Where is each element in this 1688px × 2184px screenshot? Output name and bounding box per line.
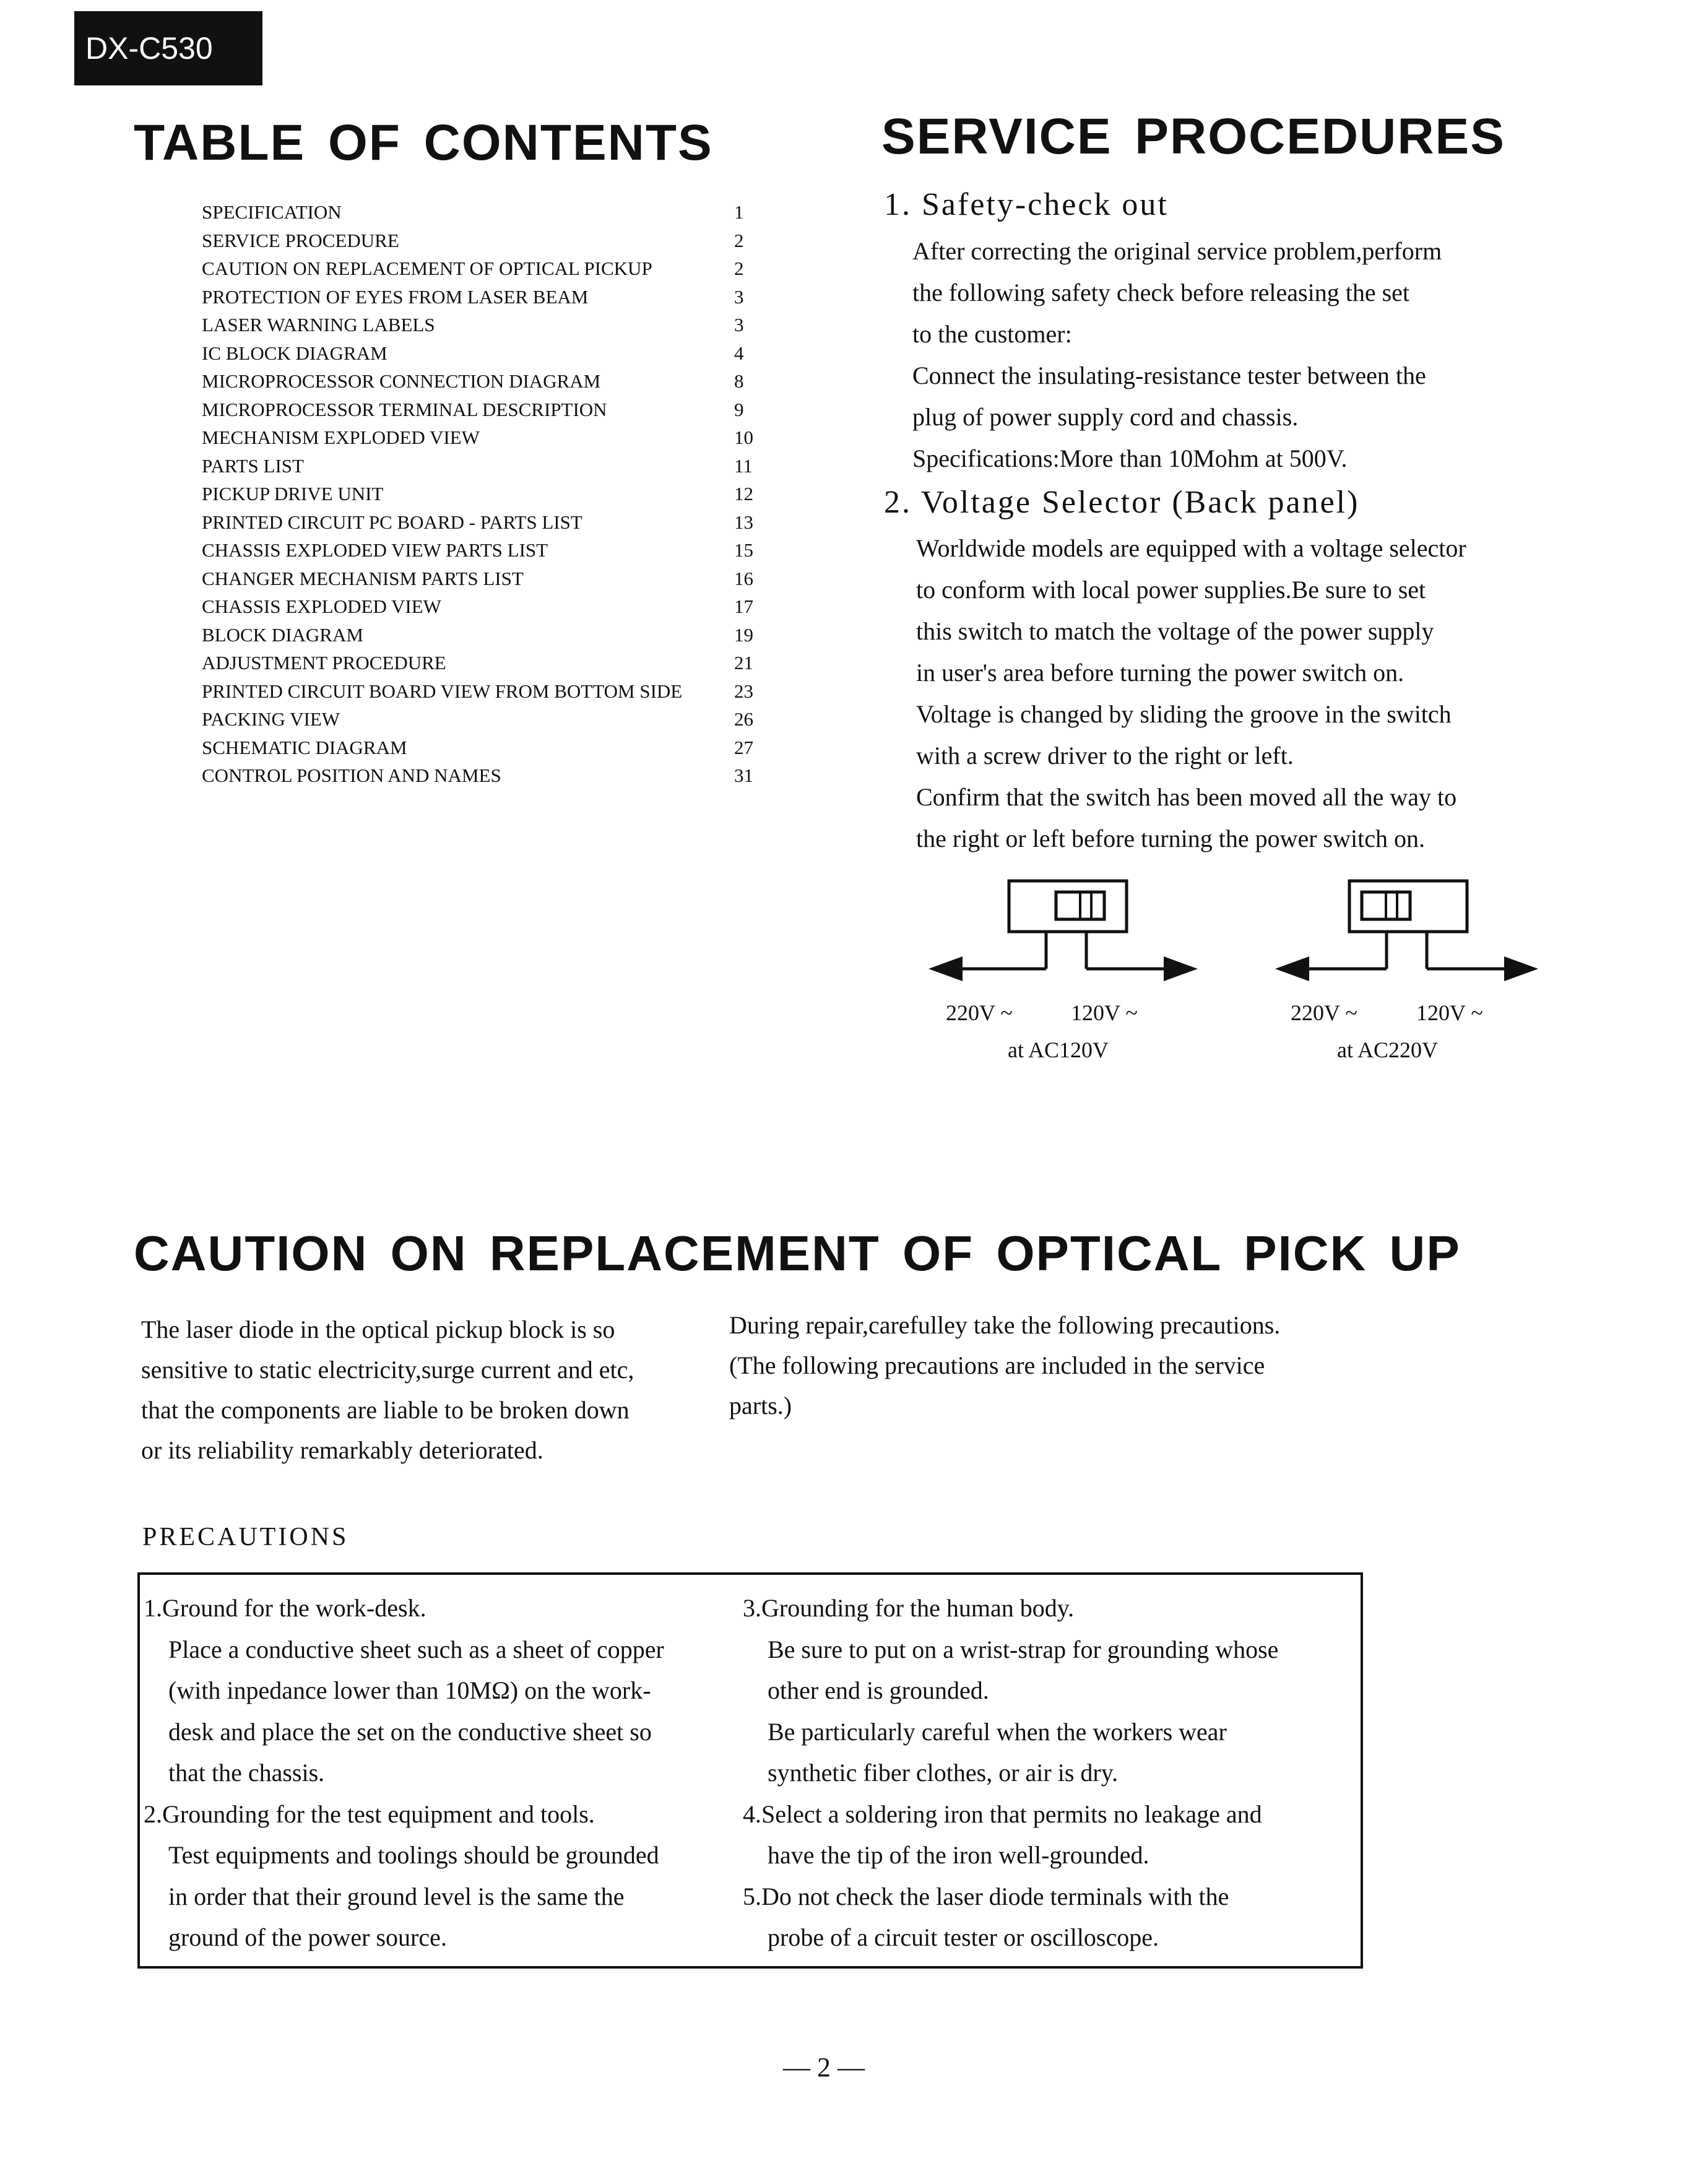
precaution-line: 2.Grounding for the test equipment and tools. bbox=[144, 1800, 595, 1828]
toc-entry-label: SERVICE PROCEDURE bbox=[202, 229, 399, 251]
caution-right-text bbox=[729, 1305, 1280, 1426]
precautions-title: PRECAUTIONS bbox=[142, 1523, 349, 1551]
switch-housing bbox=[1009, 881, 1127, 932]
toc-entry-label: PRINTED CIRCUIT PC BOARD - PARTS LIST bbox=[202, 511, 582, 533]
switch-housing bbox=[1349, 881, 1467, 932]
precautions-left-column bbox=[144, 1588, 664, 1959]
toc-entry bbox=[202, 339, 759, 368]
toc-entry-label: ADJUSTMENT PROCEDURE bbox=[202, 652, 446, 674]
safety-line: Specifications:More than 10Mohm at 500V. bbox=[912, 444, 1348, 472]
toc-entry bbox=[202, 565, 759, 593]
toc-entry-label: CONTROL POSITION AND NAMES bbox=[202, 765, 501, 786]
toc-entry-page: 17 bbox=[734, 596, 753, 617]
toc-entry bbox=[202, 227, 759, 255]
precaution-line: other end is grounded. bbox=[768, 1676, 989, 1704]
toc-entry bbox=[202, 396, 759, 424]
precaution-line: probe of a circuit tester or oscilloscope. bbox=[768, 1923, 1159, 1951]
model-tag: DX-C530 bbox=[74, 11, 262, 85]
precaution-line: have the tip of the iron well-grounded. bbox=[768, 1841, 1149, 1869]
precaution-line: Place a conductive sheet such as a sheet of copper bbox=[168, 1635, 664, 1663]
safety-heading: 1. Safety-check out bbox=[884, 187, 1169, 222]
switch-diagram-ac220v bbox=[1263, 870, 1585, 1012]
switch-ac120v-label-220: 220V ~ bbox=[946, 1000, 1013, 1025]
switch-ac220v-label-220: 220V ~ bbox=[1291, 1000, 1357, 1025]
switch-ac120v-caption: at AC120V bbox=[1008, 1038, 1109, 1062]
safety-line: Connect the insulating-resistance tester between the bbox=[912, 362, 1426, 389]
safety-line: plug of power supply cord and chassis. bbox=[912, 403, 1299, 431]
toc-entry-page: 19 bbox=[734, 623, 753, 646]
caution-line: During repair,carefulley take the following precautions. bbox=[729, 1311, 1281, 1339]
toc-entry-page: 16 bbox=[734, 567, 753, 589]
switch-ac220v-caption: at AC220V bbox=[1337, 1038, 1439, 1062]
toc-entry-label: MICROPROCESSOR CONNECTION DIAGRAM bbox=[202, 370, 601, 392]
precaution-line: 3.Grounding for the human body. bbox=[743, 1594, 1075, 1622]
toc-entry-page: 23 bbox=[734, 680, 753, 702]
switch-ac120v-label-120: 120V ~ bbox=[1071, 1000, 1138, 1025]
toc-entry bbox=[202, 423, 759, 452]
voltage-line: with a screw driver to the right or left. bbox=[916, 742, 1294, 769]
toc-entry-label: PRINTED CIRCUIT BOARD VIEW FROM BOTTOM SIDE bbox=[202, 680, 683, 702]
toc-entry bbox=[202, 677, 759, 706]
switch-diagram-ac120v bbox=[916, 870, 1238, 1012]
toc-entry bbox=[202, 198, 759, 227]
voltage-line: in user's area before turning the power switch on. bbox=[916, 659, 1405, 687]
precaution-line: in order that their ground level is the same the bbox=[168, 1882, 625, 1910]
toc-entry bbox=[202, 480, 759, 508]
toc-entry-label: CAUTION ON REPLACEMENT OF OPTICAL PICKUP bbox=[202, 258, 652, 279]
voltage-line: Confirm that the switch has been moved all the way to bbox=[916, 783, 1457, 811]
switch-ac220v-label-120: 120V ~ bbox=[1416, 1000, 1483, 1025]
toc-entry bbox=[202, 311, 759, 339]
caution-line: that the components are liable to be broken down bbox=[141, 1396, 630, 1424]
caution-line: The laser diode in the optical pickup block is so bbox=[141, 1315, 615, 1343]
voltage-line: Voltage is changed by sliding the groove in the switch bbox=[916, 700, 1452, 728]
safety-line: After correcting the original service problem,perform bbox=[912, 237, 1442, 265]
toc-title: TABLE OF CONTENTS bbox=[134, 115, 713, 171]
caution-line: (The following precautions are included in the service bbox=[729, 1351, 1265, 1379]
precaution-line: Test equipments and toolings should be grounded bbox=[168, 1841, 659, 1869]
precaution-line: ground of the power source. bbox=[168, 1923, 447, 1951]
toc-entry-label: PICKUP DRIVE UNIT bbox=[202, 483, 384, 505]
toc-entry bbox=[202, 705, 759, 734]
toc-entry-page: 27 bbox=[734, 736, 753, 758]
toc-entry-page: 2 bbox=[734, 229, 744, 251]
toc-entry-label: PARTS LIST bbox=[202, 454, 304, 477]
arrow-left-icon bbox=[928, 956, 963, 981]
toc-entry-page: 26 bbox=[734, 708, 753, 730]
arrow-right-icon bbox=[1504, 956, 1538, 981]
toc-entry-label: CHASSIS EXPLODED VIEW bbox=[202, 596, 441, 617]
toc-entry-page: 10 bbox=[734, 427, 753, 448]
precaution-line: 5.Do not check the laser diode terminals with the bbox=[743, 1882, 1229, 1910]
voltage-heading: 2. Voltage Selector (Back panel) bbox=[884, 485, 1360, 520]
toc-entry-label: PACKING VIEW bbox=[202, 708, 340, 730]
toc-entry bbox=[202, 734, 759, 762]
toc-entry-label: MICROPROCESSOR TERMINAL DESCRIPTION bbox=[202, 398, 607, 420]
precaution-line: Be particularly careful when the workers wear bbox=[768, 1717, 1227, 1746]
safety-line: to the customer: bbox=[912, 320, 1072, 348]
precaution-line: 4.Select a soldering iron that permits no leakage and bbox=[743, 1800, 1262, 1828]
precaution-line: Be sure to put on a wrist-strap for grounding whose bbox=[768, 1635, 1279, 1663]
toc-entry-label: LASER WARNING LABELS bbox=[202, 314, 435, 336]
toc-entry-label: SPECIFICATION bbox=[202, 201, 342, 223]
arrow-right-icon bbox=[1164, 956, 1198, 981]
toc-entry bbox=[202, 283, 759, 311]
safety-text bbox=[912, 230, 1442, 479]
toc-entry-page: 12 bbox=[734, 483, 753, 505]
precaution-line: 1.Ground for the work-desk. bbox=[144, 1594, 426, 1622]
service-title: SERVICE PROCEDURES bbox=[881, 108, 1505, 165]
precautions-right-column bbox=[743, 1588, 1278, 1959]
toc-entry-label: IC BLOCK DIAGRAM bbox=[202, 342, 387, 364]
toc-entry-label: SCHEMATIC DIAGRAM bbox=[202, 736, 407, 758]
toc-entry bbox=[202, 367, 759, 396]
arrow-left-icon bbox=[1275, 956, 1309, 981]
toc-entry-label: BLOCK DIAGRAM bbox=[202, 623, 363, 646]
precaution-line: desk and place the set on the conductive sheet so bbox=[168, 1717, 652, 1746]
toc-entry-page: 31 bbox=[734, 765, 753, 786]
toc-entry-page: 3 bbox=[734, 285, 744, 308]
caution-line: or its reliability remarkably deteriorated. bbox=[141, 1436, 543, 1464]
precaution-line: that the chassis. bbox=[168, 1759, 325, 1787]
toc-entry-label: CHANGER MECHANISM PARTS LIST bbox=[202, 567, 524, 589]
toc-entry bbox=[202, 508, 759, 537]
precaution-line: synthetic fiber clothes, or air is dry. bbox=[768, 1759, 1119, 1787]
toc-entry-page: 1 bbox=[734, 201, 744, 223]
toc-entry-label: PROTECTION OF EYES FROM LASER BEAM bbox=[202, 285, 589, 308]
toc-entry-page: 9 bbox=[734, 398, 744, 420]
voltage-line: this switch to match the voltage of the power supply bbox=[916, 617, 1434, 645]
toc-entry-page: 21 bbox=[734, 652, 753, 674]
voltage-line: the right or left before turning the power switch on. bbox=[916, 825, 1425, 852]
toc-entry bbox=[202, 621, 759, 649]
toc-entry-page: 13 bbox=[734, 511, 753, 533]
toc-entry-label: CHASSIS EXPLODED VIEW PARTS LIST bbox=[202, 539, 548, 561]
toc-entry-page: 3 bbox=[734, 314, 744, 336]
voltage-text bbox=[916, 527, 1466, 859]
caution-line: parts.) bbox=[729, 1392, 792, 1419]
toc-entry-page: 4 bbox=[734, 342, 744, 364]
toc-entry-page: 8 bbox=[734, 370, 744, 392]
toc-entry bbox=[202, 254, 759, 283]
voltage-line: to conform with local power supplies.Be sure to set bbox=[916, 576, 1426, 604]
toc-entry-page: 11 bbox=[734, 454, 753, 477]
caution-line: sensitive to static electricity,surge current and etc, bbox=[141, 1356, 634, 1384]
safety-line: the following safety check before releasing the set bbox=[912, 279, 1410, 306]
toc-entry bbox=[202, 452, 759, 480]
voltage-line: Worldwide models are equipped with a voltage selector bbox=[916, 534, 1466, 562]
toc-entry bbox=[202, 592, 759, 621]
toc-entry bbox=[202, 649, 759, 677]
caution-title: CAUTION ON REPLACEMENT OF OPTICAL PICK UP bbox=[134, 1226, 1461, 1281]
toc-entry bbox=[202, 761, 759, 790]
toc-entry-page: 15 bbox=[734, 539, 753, 561]
toc-entry-page: 2 bbox=[734, 258, 744, 279]
toc-entry bbox=[202, 536, 759, 565]
toc-entry-label: MECHANISM EXPLODED VIEW bbox=[202, 427, 480, 448]
toc-list bbox=[202, 198, 759, 790]
page-number: — 2 — bbox=[783, 2052, 865, 2082]
caution-left-text bbox=[141, 1309, 634, 1470]
precaution-line: (with inpedance lower than 10MΩ) on the work- bbox=[168, 1676, 651, 1704]
